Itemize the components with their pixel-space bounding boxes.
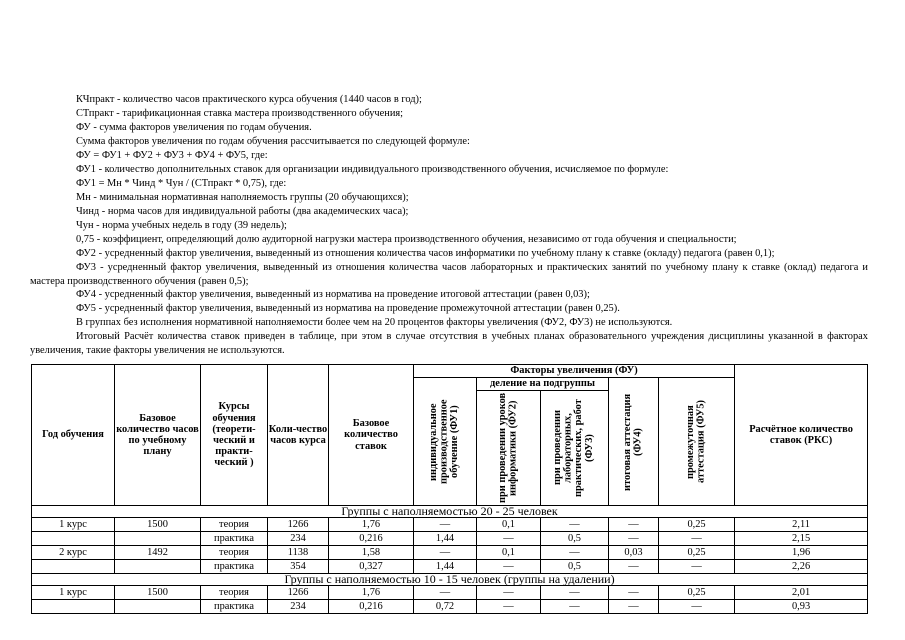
table-cell [32,600,115,614]
table-cell: теория [201,546,268,560]
header-result: Расчётное количество ставок (РКС) [735,365,868,506]
table-cell: 0,93 [735,600,868,614]
table-group-row [32,574,868,586]
paragraph: ФУ3 - усредненный фактор увеличения, выведенный из отношения количества часов лабораторных и практических занятий по учебному плану к ставке (оклад) педагога и мастера производственного обучения (равен 0,5); [30,262,868,287]
paragraph: 0,75 - коэффициент, определяющий долю аудиторной нагрузки мастера производственного обучения, независимо от года обучения и специальности; [76,234,737,245]
table-cell: 0,25 [659,586,735,600]
table-cell: — [659,600,735,614]
paragraph: ФУ = ФУ1 + ФУ2 + ФУ3 + ФУ4 + ФУ5, где: [76,150,268,161]
table-row [32,532,868,546]
table-cell: — [414,518,477,532]
table-cell: — [541,546,609,560]
table-row [32,600,868,614]
header-fu2: при проведении уроков информатики (ФУ2) [477,391,541,506]
table-row [32,518,868,532]
table-cell: 2,11 [735,518,868,532]
table-cell: 1138 [268,546,329,560]
table-cell: 0,216 [329,532,414,546]
table-cell: — [477,600,541,614]
table-cell: 1,96 [735,546,868,560]
table-cell [115,600,201,614]
header-factors: Факторы увеличения (ФУ) [414,365,735,378]
table-cell: 1,58 [329,546,414,560]
table-cell: 1266 [268,518,329,532]
header-base-rates: Базовое количество ставок [329,365,414,506]
paragraph: Чинд - норма часов для индивидуальной работы (два академических часа); [76,206,409,217]
paragraph: КЧпракт - количество часов практического курса обучения (1440 часов в год); [76,94,422,105]
table-cell [32,560,115,574]
table-cell [115,532,201,546]
table-cell: 2,01 [735,586,868,600]
table-cell: — [609,560,659,574]
group-title: Группы с наполняемостью 20 - 25 человек [32,506,868,518]
table-row [32,586,868,600]
header-courses: Курсы обучения (теорети-ческий и практи-ческий ) [201,365,268,506]
table-row [32,546,868,560]
table-cell: практика [201,600,268,614]
paragraph: ФУ - сумма факторов увеличения по годам обучения. [76,122,312,133]
table-cell: — [477,586,541,600]
table-cell: 0,1 [477,518,541,532]
table-cell: 0,216 [329,600,414,614]
table-cell: — [477,532,541,546]
table-cell: 2,26 [735,560,868,574]
paragraph: ФУ4 - усредненный фактор увеличения, выведенный из норматива на проведение итоговой аттестации (равен 0,03); [76,289,590,300]
group-title: Группы с наполняемостью 10 - 15 человек (группы на удалении) [32,574,868,586]
paragraph: Сумма факторов увеличения по годам обучения рассчитывается по следующей формуле: [76,136,470,147]
table-cell: — [609,518,659,532]
paragraph: Чун - норма учебных недель в году (39 недель); [76,220,287,231]
table-cell: 2 курс [32,546,115,560]
table-cell: 354 [268,560,329,574]
paragraph: ФУ1 - количество дополнительных ставок для организации индивидуального производственного обучения, исчисляемое по формуле: [76,164,669,175]
table-cell: 1,76 [329,586,414,600]
header-fu1: индивидуальное производственное обучение (ФУ1) [414,378,477,506]
table-cell [32,532,115,546]
table-cell: 1 курс [32,586,115,600]
table-cell: 1 курс [32,518,115,532]
header-fu5: промежуточная аттестация (ФУ5) [659,378,735,506]
table-cell: — [541,518,609,532]
table-cell: 1,44 [414,532,477,546]
table-cell: практика [201,532,268,546]
table-cell: теория [201,518,268,532]
header-subgroups: деление на подгруппы [477,378,609,391]
paragraph: В группах без исполнения нормативной наполняемости более чем на 20 процентов факторы увеличения (ФУ2, ФУ3) не используются. [76,317,673,328]
table-cell: 1,44 [414,560,477,574]
table-cell: — [609,532,659,546]
table-cell: — [609,586,659,600]
table-cell: — [477,560,541,574]
table-body [32,506,868,614]
table-cell: — [541,600,609,614]
table-cell: — [609,600,659,614]
table-cell: — [659,532,735,546]
table-cell: 1500 [115,518,201,532]
table-cell: 0,5 [541,532,609,546]
paragraph: ФУ2 - усредненный фактор увеличения, выведенный из отношения количества часов информатики по учебному плану к ставке (окладу) педагога (равен 0,1); [76,248,775,259]
header-year: Год обучения [32,365,115,506]
table-cell: — [541,586,609,600]
paragraph: Итоговый Расчёт количества ставок приведен в таблице, при этом в случае отсутствия в учебных планах образовательного учреждения дисциплины указанной в факторах увеличения, такие факторы увеличения не используются. [30,331,868,356]
paragraph: Мн - минимальная нормативная наполняемость группы (20 обучающихся); [76,192,409,203]
table-cell: 1500 [115,586,201,600]
table-cell: 1266 [268,586,329,600]
table-cell: 0,327 [329,560,414,574]
table-cell: 1,76 [329,518,414,532]
table-cell: — [414,546,477,560]
header-fu4: итоговая аттестация (ФУ4) [609,378,659,506]
table-cell: теория [201,586,268,600]
table-cell: 0,1 [477,546,541,560]
table-cell: 234 [268,600,329,614]
paragraph: СТпракт - тарификационная ставка мастера производственного обучения; [76,108,404,119]
paragraph: ФУ1 = Мн * Чинд * Чун / (СТпракт * 0,75), где: [76,178,287,189]
header-fu3: при проведении лабораторных, практических, работ (ФУ3) [541,391,609,506]
table-cell: 0,25 [659,518,735,532]
paragraph: ФУ5 - усредненный фактор увеличения, выведенный из норматива на проведение промежуточной аттестации (равен 0,25). [76,303,620,314]
table-cell: 234 [268,532,329,546]
table-cell: 0,25 [659,546,735,560]
table-cell: 0,03 [609,546,659,560]
header-base-hours: Базовое количество часов по учебному плану [115,365,201,506]
header-course-hours: Коли-чество часов курса [268,365,329,506]
table-cell: — [414,586,477,600]
table-cell: 0,5 [541,560,609,574]
table-cell: 1492 [115,546,201,560]
rates-table [31,364,868,614]
table-cell [115,560,201,574]
table-cell: практика [201,560,268,574]
table-cell: 2,15 [735,532,868,546]
table-cell: 0,72 [414,600,477,614]
table-cell: — [659,560,735,574]
table-group-row [32,506,868,518]
